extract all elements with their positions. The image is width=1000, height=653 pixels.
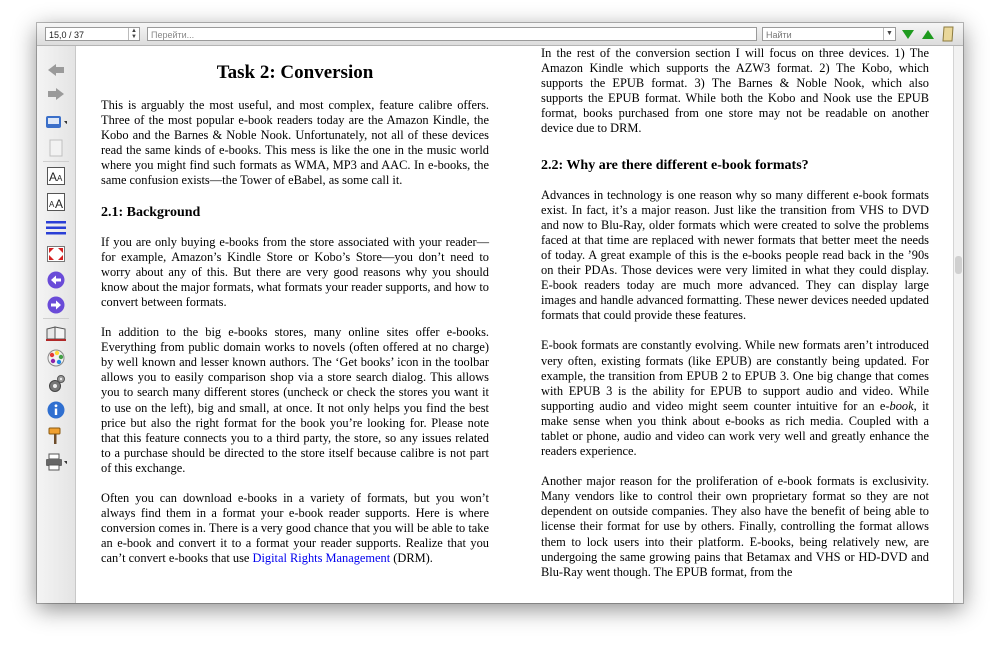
lookup-icon[interactable]	[45, 426, 67, 446]
svg-text:A: A	[49, 200, 55, 209]
paragraph: If you are only buying e-books from the store associated with your reader—for example, Amazon’s Kindle Store or Kobo’s Store—you don’t need to worry about any of this. But there are very good reasons why you should know about the major formats, what formats your reader supports, and how to convert between formats.	[101, 234, 489, 309]
svg-text:A: A	[49, 170, 58, 184]
book-content[interactable]	[76, 46, 954, 603]
paragraph: Advances in technology is one reason why so many different e-book formats exist. In fact, it’s a major reason. Just like the transition from VHS to DVD and now to Blu-Ray, older formats which were created to solve the problems faced at that time are replaced with newer formats that better meet the needs of today. A great example of this is the e-books people read back in the ’90s on their PDAs. Those devices were very limited in what they could display. E-book readers today are much more advanced. They can display large images and handle advanced formatting. These newer devices needed updated formats that could provide these features.	[541, 187, 929, 323]
vertical-scrollbar[interactable]	[953, 46, 963, 603]
svg-text:A: A	[57, 174, 63, 183]
forward-icon[interactable]	[45, 84, 67, 104]
sidebar-divider	[43, 318, 69, 319]
previous-icon[interactable]	[45, 270, 67, 290]
find-next-icon[interactable]	[900, 26, 916, 42]
paragraph: In the rest of the conversion section I will focus on three devices. 1) The Amazon Kindle which supports the AZW3 format. 2) The Kobo, which supports the EPUB format. 3) The Barnes & Noble Nook, which also supports the EPUB format. While both the Kobo and Nook use the EPUB format, books purchased from one store may not be readable on another device due to DRM.	[541, 46, 929, 136]
paragraph-text: Often you can download e-books in a variety of formats, but you won’t always find them in a format your e-book reader supports. Here is where conversion comes in. There is a very good chance that you will be able to take an e-book and convert it to a format your reader supports. Realize that you can’t convert e-books that use	[101, 490, 489, 566]
theme-icon[interactable]	[45, 348, 67, 368]
find-input[interactable]	[762, 27, 896, 41]
bookmark-icon[interactable]	[45, 112, 67, 132]
spin-arrows-icon[interactable]: ▲ ▼	[128, 28, 139, 40]
top-toolbar	[37, 23, 963, 46]
scroll-mode-icon[interactable]	[940, 26, 956, 42]
text-column-right	[541, 46, 929, 595]
section-heading: 2.2: Why are there different e-book formats?	[541, 157, 809, 173]
paragraph: This is arguably the most useful, and most complex, feature calibre offers. Three of the most popular e-book readers today are the Amazon Kindle, the Kobo and the Barnes & Noble Nook. Unfortunately, not all of these devices read the same kinds of e-books. This mess is like the one in the music world where you might find such formats as WMA, MP3 and AAC. In e-books, the same confusion exists—the Tower of eBabel, as some call it.	[101, 98, 489, 188]
paragraph	[101, 491, 489, 566]
goto-input[interactable]: Перейти...	[147, 27, 757, 41]
font-smaller-icon[interactable]	[45, 192, 67, 212]
drm-link[interactable]: Digital Rights Management	[252, 551, 391, 566]
next-icon[interactable]	[45, 295, 67, 315]
position-value: 15,0 / 37	[49, 30, 85, 40]
position-spinbox[interactable]	[45, 27, 140, 41]
find-placeholder: Найти	[766, 30, 792, 40]
chapter-title: Task 2: Conversion	[216, 62, 374, 83]
paragraph-text: , it make sense when you think about e-books as rich media. Coupled with a tablet or phone, audio and video can work very well and greatly enhance the readers experience.	[541, 398, 929, 459]
paragraph-text: E-book formats are constantly evolving. While new formats aren’t introduced very often, existing formats (like EPUB) are constantly being updated. For example, the transition from EPUB 2 to EPUB 3. One big change that comes with EPUB 3 is the ability for EPUB to support audio and video. While supporting audio and video might seem counter intuitive for an e-	[541, 338, 929, 413]
emphasis-text: book	[889, 398, 914, 413]
lines-icon[interactable]	[45, 218, 67, 238]
sidebar-divider	[43, 161, 69, 162]
find-dropdown-icon[interactable]: ▼	[883, 28, 895, 40]
toc-icon[interactable]	[45, 138, 67, 158]
library-icon[interactable]	[45, 323, 67, 343]
font-larger-icon[interactable]	[45, 166, 67, 186]
preferences-icon[interactable]	[45, 374, 67, 394]
left-sidebar	[37, 46, 76, 603]
ebook-viewer-window	[37, 23, 963, 603]
back-icon[interactable]	[45, 60, 67, 80]
paragraph	[541, 338, 929, 459]
svg-text:A: A	[55, 197, 64, 211]
scrollbar-thumb[interactable]	[955, 256, 962, 274]
paragraph-text: (DRM).	[390, 551, 433, 566]
fullscreen-icon[interactable]	[45, 244, 67, 264]
text-column-left	[101, 46, 489, 581]
paragraph: In addition to the big e-books stores, many online sites offer e-books. Everything from public domain works to novels (often offered at no charge) by well known and lesser known authors. The ‘Get books’ icon in the toolbar allows you to easily comparison shop via a store search dialog. This allows you to search many different stores (uncheck or check the stores you want it to use on the left), big and small, at once. It not only helps you find the best price but also the right format for the book you’re looking for. Please note that this feature connects you to a third party, the store, so any issues related to a purchase should be directed to the store itself because calibre is not part of this exchange.	[101, 325, 489, 475]
find-previous-icon[interactable]	[920, 26, 936, 42]
section-heading: 2.1: Background	[101, 204, 201, 220]
print-icon[interactable]	[45, 452, 67, 472]
info-icon[interactable]	[45, 400, 67, 420]
paragraph: Another major reason for the proliferation of e-book formats is exclusivity. Many vendors like to control their own proprietary format so they are not dependent on outside companies. They also have the benefit of being able to license their format for use by others. Finally, controlling the format allows them to lock users into their platform. E-books, being relatively new, are undergoing the same growing pains that Betamax and VHS or HD-DVD and Blu-Ray went though. The EPUB format, from the	[541, 474, 929, 579]
